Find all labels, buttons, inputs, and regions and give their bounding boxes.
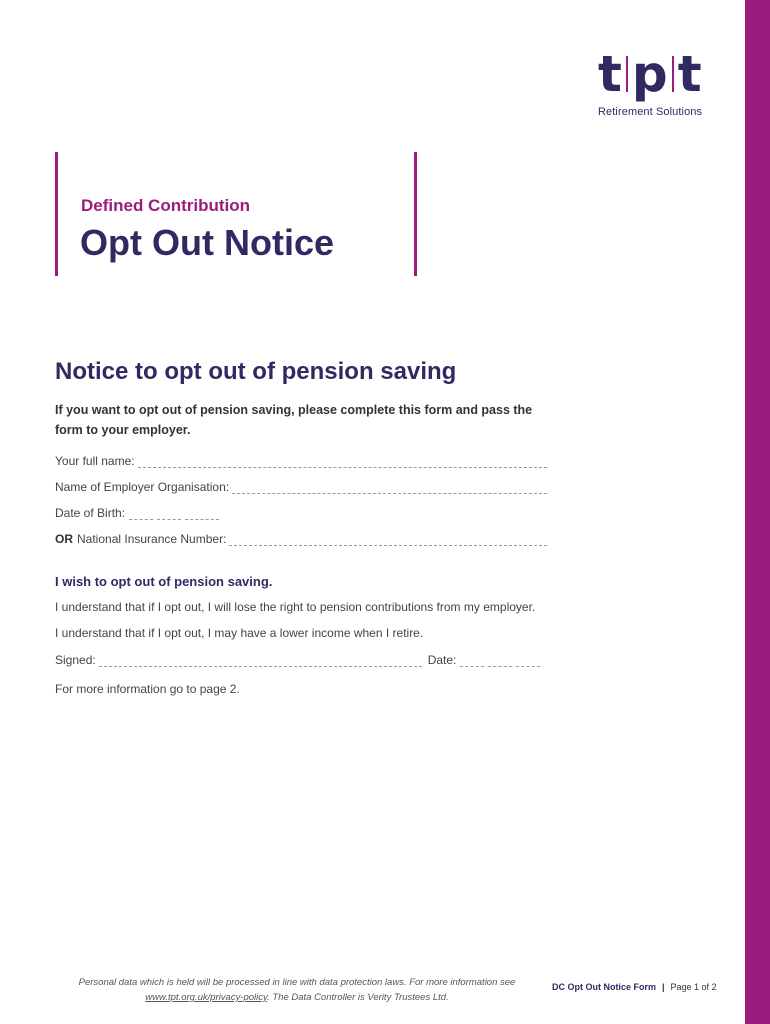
- ni-input-line[interactable]: [229, 534, 547, 546]
- optout-statement-contributions: I understand that if I opt out, I will lose the right to pension contributions from my employer.: [55, 600, 536, 614]
- dob-input[interactable]: [129, 508, 223, 520]
- logo-letter-t1: t: [598, 45, 622, 103]
- ni-or-label: OR: [55, 532, 73, 546]
- employer-field: [55, 478, 547, 494]
- privacy-note-text: Personal data which is held will be processed in line with data protection laws. For more information see: [78, 977, 516, 988]
- dob-day-line[interactable]: [129, 508, 153, 520]
- logo-mark: [598, 45, 718, 103]
- signed-label: Signed:: [55, 653, 96, 667]
- side-accent-band: [745, 0, 770, 1024]
- dob-label: Date of Birth:: [55, 506, 126, 520]
- full-name-field: [55, 452, 547, 468]
- logo-tagline: Retirement Solutions: [598, 106, 703, 118]
- date-day-line[interactable]: [460, 655, 484, 667]
- date-input[interactable]: [460, 655, 544, 667]
- full-name-input-line[interactable]: [138, 456, 547, 468]
- tpt-logo: [598, 46, 718, 118]
- form-content: [55, 358, 547, 707]
- date-year-line[interactable]: [516, 655, 540, 667]
- logo-letter-t2: t: [677, 45, 702, 103]
- signature-row: [55, 651, 547, 667]
- privacy-policy-link[interactable]: www.tpt.org.uk/privacy-policy: [145, 992, 268, 1003]
- document-title: Opt Out Notice: [80, 222, 334, 263]
- dob-field: [55, 504, 547, 520]
- notice-heading: Notice to opt out of pension saving: [55, 358, 457, 385]
- ni-label: National Insurance Number:: [77, 532, 227, 546]
- title-box: [55, 152, 417, 276]
- employer-input-line[interactable]: [232, 482, 547, 494]
- logo-letter-p: p: [631, 45, 668, 103]
- full-name-label: Your full name:: [55, 454, 135, 468]
- more-info-text: For more information go to page 2.: [55, 682, 240, 696]
- dob-year-line[interactable]: [185, 508, 219, 520]
- logo-divider: [672, 56, 674, 92]
- footer-separator: |: [662, 982, 665, 992]
- notice-intro: If you want to opt out of pension saving, please complete this form and pass the form to your employer.: [55, 403, 533, 437]
- document-subtitle: Defined Contribution: [81, 196, 251, 215]
- ni-field: [55, 530, 547, 546]
- dob-month-line[interactable]: [157, 508, 181, 520]
- logo-divider: [626, 56, 628, 92]
- date-month-line[interactable]: [488, 655, 512, 667]
- date-label: Date:: [427, 653, 457, 667]
- page-number: Page 1 of 2: [670, 982, 717, 992]
- form-name: DC Opt Out Notice Form: [552, 982, 656, 992]
- page-footer: [552, 982, 717, 992]
- employer-label: Name of Employer Organisation:: [55, 480, 230, 494]
- signature-input-line[interactable]: [99, 655, 422, 667]
- optout-statement-income: I understand that if I opt out, I may have a lower income when I retire.: [55, 626, 424, 640]
- optout-heading: I wish to opt out of pension saving.: [55, 574, 273, 589]
- privacy-note: [52, 975, 542, 1005]
- privacy-note-controller: . The Data Controller is Verity Trustees Ltd.: [267, 992, 449, 1003]
